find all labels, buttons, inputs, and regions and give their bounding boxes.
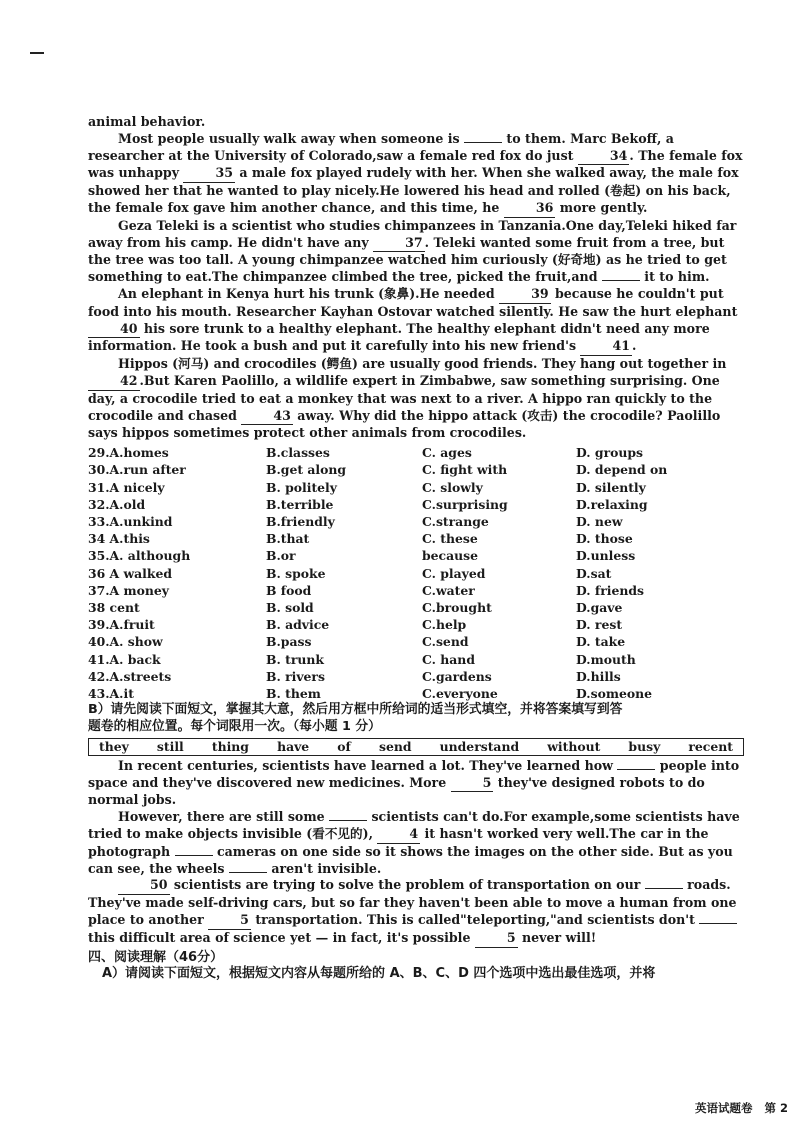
- option-b: B food: [266, 582, 312, 598]
- answer-blank: [645, 888, 683, 889]
- word-bank-item: understand: [439, 738, 520, 754]
- answer-blank: 37: [373, 235, 425, 253]
- option-a: 40.A. show: [88, 634, 163, 650]
- word-bank-item: send: [378, 738, 412, 754]
- page-content: [88, 114, 744, 983]
- word-bank-item: recent: [688, 738, 733, 754]
- answer-blank: 35: [183, 165, 235, 183]
- option-b: B.friendly: [266, 513, 335, 529]
- option-c: C. hand: [422, 651, 475, 667]
- answer-blank: 5: [451, 775, 494, 793]
- option-b: B.terrible: [266, 496, 334, 512]
- word-bank-item: busy: [628, 738, 661, 754]
- option-a: 29.A.homes: [88, 445, 169, 461]
- answer-blank: 4: [377, 826, 420, 844]
- option-d: D.relaxing: [576, 496, 648, 512]
- text: animal behavior.: [88, 114, 206, 129]
- option-b: B.classes: [266, 445, 330, 461]
- option-c: C.surprising: [422, 496, 508, 512]
- option-d: D.hills: [576, 668, 621, 684]
- option-b: B.that: [266, 531, 310, 547]
- option-a: 35.A. although: [88, 548, 191, 564]
- option-d: D.sat: [576, 565, 612, 581]
- text: to them. Marc Bekoff, a researcher at the University of Colorado,saw a female red fox do just: [88, 130, 674, 163]
- option-c: C.gardens: [422, 668, 492, 684]
- option-b: B. advice: [266, 617, 330, 633]
- section-b: [88, 702, 744, 947]
- text: more gently.: [559, 199, 648, 215]
- answer-blank: [229, 872, 267, 873]
- text: because he couldn't put food into his mouth. Researcher Kayhan Ostovar watched silently. He saw the hurt elephant: [88, 285, 738, 319]
- text: they've designed robots to do normal jobs.: [88, 774, 705, 808]
- option-b: B. them: [266, 685, 321, 701]
- text: Hippos (河马) and crocodiles (鳄鱼) are usually good friends. They hang out together in: [118, 356, 727, 372]
- margin-mark: [30, 52, 44, 54]
- option-c: C.help: [422, 617, 467, 633]
- text: transportation. This is called"teleporting,"and scientists don't: [255, 911, 695, 927]
- option-c: C.strange: [422, 513, 489, 529]
- option-d: D. those: [576, 531, 633, 547]
- section-4-instruction: A）请阅读下面短文，根据短文内容从每题所给的 A、B、C、D 四个选项中选出最佳选项，并将: [102, 966, 656, 982]
- answer-blank: 36: [504, 200, 556, 218]
- option-b: B. trunk: [266, 651, 324, 667]
- option-b: B.get along: [266, 462, 347, 478]
- text: this difficult area of science yet — in fact, it's possible: [88, 929, 471, 945]
- word-bank-item: they: [99, 738, 129, 754]
- option-b: B. spoke: [266, 565, 326, 581]
- option-d: D. friends: [576, 582, 645, 598]
- option-d: D.unless: [576, 548, 636, 564]
- text: . The female fox was unhappy: [88, 147, 743, 181]
- option-d: D. rest: [576, 617, 623, 633]
- word-bank-item: without: [547, 738, 601, 754]
- text: never will!: [522, 929, 597, 945]
- text: his sore trunk to a healthy elephant. The healthy elephant didn't need any more information. He took a bush and put it carefully into his new friend's: [88, 320, 710, 354]
- option-d: D.gave: [576, 599, 623, 615]
- text: .But Karen Paolillo, a wildlife expert in Zimbabwe, saw something surprising. One day, a crocodile tried to eat a monkey that was next to a river. A hippo ran quickly to the crocodile and chased: [88, 372, 720, 423]
- section-b-paragraph-1: [88, 758, 744, 809]
- answer-blank: 42: [88, 373, 140, 391]
- answer-blank: [175, 855, 213, 856]
- text: .: [631, 338, 637, 354]
- section-b-paragraph-2: [88, 809, 744, 877]
- word-bank-item: still: [156, 738, 184, 754]
- text: An elephant in Kenya hurt his trunk (象鼻).He needed: [118, 285, 495, 301]
- option-a: 36 A walked: [88, 565, 173, 581]
- answer-blank: [617, 769, 655, 770]
- text: people into space and they've discovered new medicines. More: [88, 757, 740, 790]
- answer-blank: 5: [208, 912, 251, 930]
- text: a male fox played rudely with her. When she walked away, the male fox showed her that he wanted to play nicely.He lowered his head and rolled (卷起) on his back, the female fox gave him another chance, and this time, he: [88, 165, 739, 215]
- option-c: C. fight with: [422, 462, 508, 478]
- answer-blank: [602, 280, 640, 281]
- answer-blank: 50: [118, 877, 170, 895]
- option-d: D.mouth: [576, 651, 636, 667]
- word-bank-item: of: [337, 738, 351, 754]
- option-c: C. ages: [422, 445, 472, 461]
- text: Geza Teleki is a scientist who studies chimpanzees in Tanzania.One day,Teleki hiked far away from his camp. He didn't have any: [88, 217, 737, 250]
- option-a: 34 A.this: [88, 531, 150, 547]
- footer-page-number: 第 2: [764, 1101, 788, 1115]
- option-b: B.pass: [266, 634, 312, 650]
- answer-blank: [329, 820, 367, 821]
- option-c: C. played: [422, 565, 486, 581]
- option-a: 42.A.streets: [88, 668, 172, 684]
- option-a: 33.A.unkind: [88, 513, 173, 529]
- option-c: C. these: [422, 531, 478, 547]
- answer-options-grid: [88, 444, 744, 702]
- answer-blank: [464, 142, 502, 143]
- option-b: B.or: [266, 548, 296, 564]
- text: away. Why did the hippo attack (攻击) the crocodile? Paolillo says hippos sometimes protect other animals from crocodiles.: [88, 407, 721, 441]
- text: Most people usually walk away when someone is: [118, 130, 460, 146]
- passage-paragraph-3: [88, 286, 744, 356]
- option-a: 38 cent: [88, 599, 140, 615]
- text: it to him.: [644, 269, 710, 285]
- section-b-paragraph-3: [88, 877, 744, 947]
- text: However, there are still some: [118, 809, 325, 825]
- option-a: 43.A.it: [88, 685, 134, 701]
- option-b: B. sold: [266, 599, 314, 615]
- option-c: C.water: [422, 582, 475, 598]
- word-bank-item: have: [277, 738, 310, 754]
- section-b-instruction-2: 题卷的相应位置。每个词限用一次。（每小题 1 分）: [88, 718, 381, 734]
- option-b: B. politely: [266, 479, 337, 495]
- passage-paragraph-2: [88, 218, 744, 286]
- word-bank-box: [88, 738, 744, 756]
- page-footer: [695, 1100, 788, 1116]
- text: roads. They've made self-driving cars, but so far they haven't been able to move a human from one place to another: [88, 877, 737, 927]
- footer-label: 英语试题卷: [694, 1101, 753, 1115]
- answer-blank: 43: [241, 408, 293, 426]
- option-d: D. depend on: [576, 462, 668, 478]
- text: scientists can't do.For example,some scientists have tried to make objects invisible (看不见的),: [88, 809, 740, 841]
- passage-line-0: [88, 114, 744, 131]
- answer-blank: 39: [499, 286, 551, 304]
- option-a: 39.A.fruit: [88, 617, 155, 633]
- option-a: 30.A.run after: [88, 462, 186, 478]
- option-a: 37.A money: [88, 582, 169, 598]
- answer-blank: 34: [578, 148, 630, 166]
- option-d: D. take: [576, 634, 626, 650]
- answer-blank: [699, 923, 737, 924]
- option-d: D.someone: [576, 685, 653, 701]
- word-bank-item: thing: [211, 738, 249, 754]
- option-a: 41.A. back: [88, 651, 161, 667]
- passage-paragraph-4: [88, 356, 744, 442]
- option-d: D. groups: [576, 445, 644, 461]
- option-b: B. rivers: [266, 668, 325, 684]
- answer-blank: 40: [88, 321, 140, 339]
- option-c: C.send: [422, 634, 469, 650]
- option-c: C.everyone: [422, 685, 498, 701]
- option-c: because: [422, 548, 478, 564]
- section-4: [88, 950, 744, 984]
- option-a: 32.A.old: [88, 496, 146, 512]
- option-a: 31.A nicely: [88, 479, 165, 495]
- text: it hasn't worked very well.The car in the photograph: [88, 825, 709, 859]
- option-c: C. slowly: [422, 479, 483, 495]
- text: aren't invisible.: [271, 860, 382, 876]
- option-d: D. new: [576, 513, 623, 529]
- text: cameras on one side so it shows the images on the other side. But as you can see, the wheels: [88, 843, 733, 876]
- section-b-instruction-1: B）请先阅读下面短文，掌握其大意，然后用方框中所给词的适当形式填空，并将答案填写到答: [88, 702, 623, 718]
- passage-paragraph-1: [88, 131, 744, 218]
- option-c: C.brought: [422, 599, 492, 615]
- text: . Teleki wanted some fruit from a tree, but the tree was too tall. A young chimpanzee watched him curiously (好奇地) as he tried to get something to eat.The chimpanzee climbed the tree, picked the fruit,and: [88, 234, 727, 285]
- answer-blank: 5: [475, 930, 518, 948]
- option-d: D. silently: [576, 479, 646, 495]
- text: scientists are trying to solve the problem of transportation on our: [173, 877, 641, 893]
- text: In recent centuries, scientists have learned a lot. They've learned how: [118, 757, 613, 773]
- section-4-heading: 四、阅读理解（46分）: [88, 949, 224, 965]
- answer-blank: 41: [580, 338, 632, 356]
